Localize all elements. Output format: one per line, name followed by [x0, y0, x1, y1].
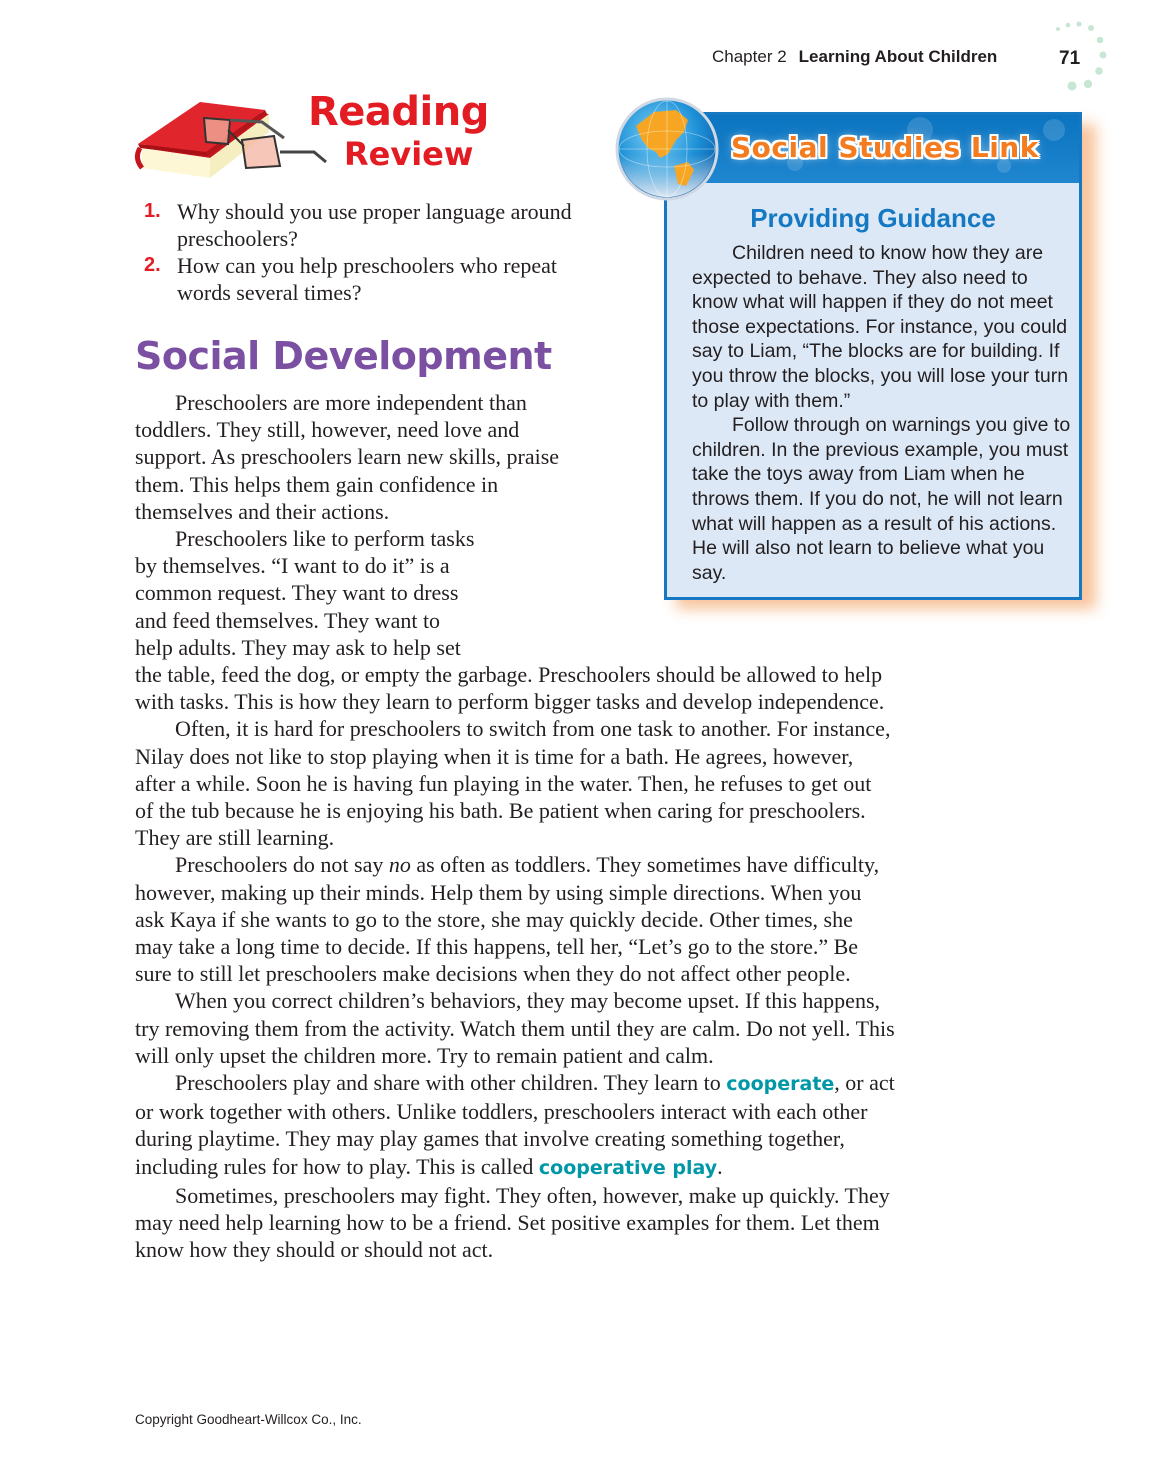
body-paragraph: When you correct children’s behaviors, they may become upset. If this happens, try removing them from the activity. Watch them until they are calm. Do not yell. This will only upset the children more. Try to remain patient and calm. [135, 988, 895, 1068]
body-span: . [717, 1153, 723, 1179]
key-term-cooperate[interactable]: cooperate [726, 1073, 835, 1096]
body-span: Preschoolers play and share with other children. They learn to [175, 1070, 727, 1096]
book-with-glasses-icon [134, 96, 334, 180]
body-line: help adults. They may ask to help set [135, 634, 461, 660]
running-header [712, 47, 1081, 69]
section-heading: Social Development [135, 334, 552, 378]
sidebar-subtitle: Providing Guidance [750, 203, 996, 233]
body-paragraph: Often, it is hard for preschoolers to switch from one task to another. For instance, Nilay does not like to stop playing when it is time for a bath. He agrees, however, after a while. Soon he is having fun playing in the water. Then, he refuses to get out of the tub because he is enjoying his bath. Be patient when caring for preschoolers. They are still learning. [135, 716, 891, 851]
body-span: Preschoolers do not say [175, 852, 389, 878]
question-text: Why should you use proper language around preschoolers? [177, 199, 572, 251]
body-text [135, 389, 895, 1264]
question-text: How can you help preschoolers who repeat words several times? [177, 253, 557, 305]
body-line: by themselves. “I want to do it” is a [135, 553, 450, 579]
body-line: the table, feed the dog, or empty the garbage. Preschoolers should be allowed to help with tasks. This is how they learn to perform bigger tasks and develop independence. [135, 662, 885, 715]
review-question [144, 252, 584, 306]
body-paragraph [135, 525, 895, 715]
body-line: Preschoolers like to perform tasks [175, 526, 475, 552]
sidebar-paragraph: Follow through on warnings you give to children. In the previous example, you must take the toys away from Liam when he throws them. If you do not, he will not learn what will happen as a result of his actions. He will also not learn to believe what you say. [692, 414, 1071, 584]
reading-review-title-line1: Reading [308, 89, 489, 135]
key-term-cooperative-play[interactable]: cooperative play [538, 1156, 718, 1179]
chapter-label: Chapter 2 [712, 47, 787, 66]
review-question [144, 198, 584, 252]
copyright-notice: Copyright Goodheart-Willcox Co., Inc. [135, 1412, 362, 1427]
question-number: 1. [144, 200, 161, 222]
chapter-title: Learning About Children [798, 47, 998, 66]
question-number: 2. [144, 254, 161, 276]
sidebar-banner-title: Social Studies Link [731, 131, 1039, 164]
review-questions [144, 198, 584, 306]
body-paragraph [135, 1069, 895, 1182]
body-paragraph: Sometimes, preschoolers may fight. They often, however, make up quickly. They may need help learning how to be a friend. Set positive examples for them. Let them know how they should or should not act. [135, 1182, 890, 1263]
body-line: common request. They want to dress [135, 580, 459, 606]
body-paragraph: Preschoolers are more independent than toddlers. They still, however, need love and support. As preschoolers learn new skills, praise them. This helps them gain confidence in themselves and their actions. [135, 390, 560, 524]
globe-icon [614, 96, 720, 202]
sidebar-banner [667, 115, 1079, 183]
reading-review-title [308, 89, 489, 173]
sidebar-paragraph: Children need to know how they are expected to behave. They also need to know what will happen if they do not meet those expectations. For instance, you could say to Liam, “The blocks are for building. If you throw the blocks, you will lose your turn to play with them.” [692, 242, 1069, 412]
page-number: 71 [1059, 48, 1081, 69]
emphasis-no: no [388, 852, 411, 878]
body-span: , or act or work together with others. Unlike toddlers, preschoolers interact with each other during playtime. They may play games that involve creating something together, including rules for how to play. This is called [135, 1070, 895, 1179]
body-line: and feed themselves. They want to [135, 607, 441, 633]
body-span: as often as toddlers. They sometimes have difficulty, however, making up their minds. Help them by using simple directions. When you ask Kaya if she wants to go to the store, she may quickly decide. Other times, she may take a long time to decide. If this happens, tell her, “Let’s go to the store.” Be sure to still let preschoolers make decisions when they do not affect other people. [135, 852, 880, 987]
decorative-dots-icon [1052, 18, 1112, 98]
body-paragraph [135, 851, 895, 987]
reading-review-title-line2: Review [344, 135, 474, 173]
